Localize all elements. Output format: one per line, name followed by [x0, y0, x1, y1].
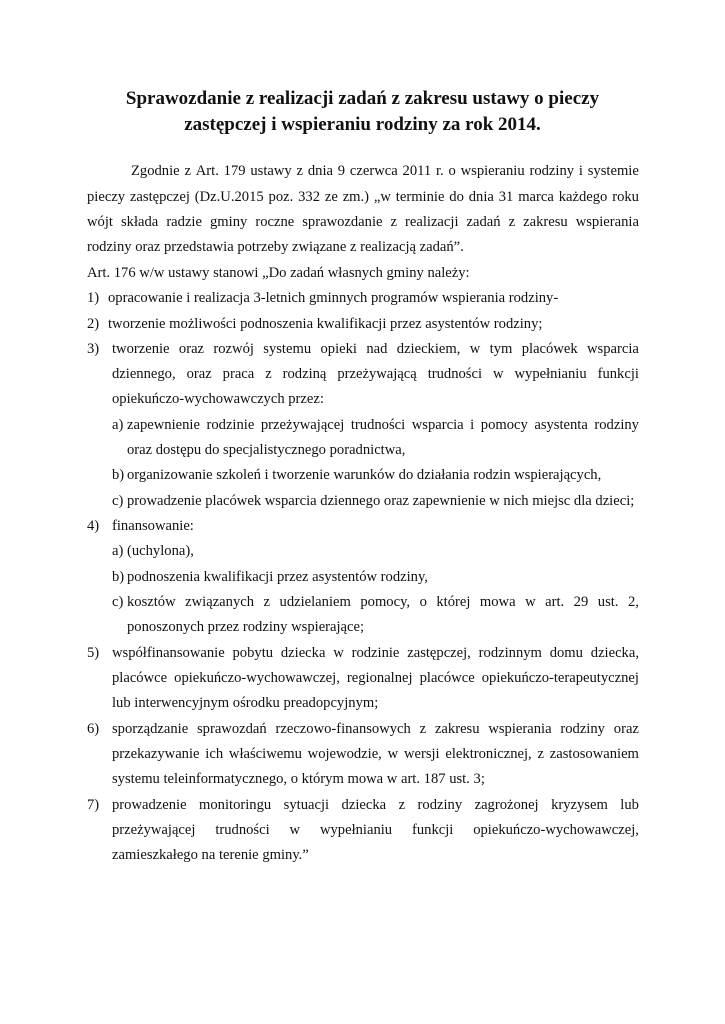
word: właściwemu: [228, 746, 302, 762]
word: wspierania: [575, 214, 639, 230]
word: sprawozdanie: [302, 214, 383, 230]
art176-line: Art. 176 w/w ustawy stanowi „Do zadań własnych gminy należy:: [87, 265, 470, 281]
word: z: [296, 163, 304, 179]
intro-line-2: [87, 188, 639, 206]
word: przekazywanie: [112, 746, 200, 762]
word: 31: [498, 189, 514, 205]
intro-line-1: [131, 162, 639, 180]
item1-text: opracowanie i realizacja 3-letnich gminnych programów wspierania rodziny-: [108, 290, 559, 306]
word: wsparcia: [411, 417, 464, 433]
word: terminie: [395, 189, 445, 205]
word: zadań: [466, 214, 501, 230]
word: rodzinnym: [478, 645, 542, 661]
word: pomocy: [480, 417, 528, 433]
item6-line-3: systemu teleinformatycznego, o którym mowa w art. 187 ust. 3;: [112, 771, 485, 787]
word: z: [398, 797, 406, 813]
word: tworzenie: [112, 341, 170, 357]
word: wsparcia: [587, 341, 639, 357]
word: elektronicznej,: [445, 746, 532, 762]
word: z: [265, 366, 272, 382]
word: systemu: [263, 341, 312, 357]
word: dzieckiem,: [396, 341, 461, 357]
word: rozwój: [213, 341, 254, 357]
word: kryzysem: [551, 797, 608, 813]
word: wersji: [403, 746, 440, 762]
title-line-2: zastępczej i wspieraniu rodziny za rok 2014.: [184, 114, 541, 135]
item3c-letter: c): [112, 493, 124, 509]
word: zastosowaniem: [549, 746, 639, 762]
item5-number: 5): [87, 645, 100, 661]
word: opiekuńczo-wychowawczej,: [473, 822, 639, 838]
item3c-text: prowadzenie placówek wsparcia dziennego oraz zapewnienie w nich miejsc dla dzieci;: [127, 493, 635, 509]
word: mowa: [479, 594, 516, 610]
item3b-letter: b): [112, 467, 125, 483]
word: wójt: [87, 214, 113, 230]
word: dnia: [468, 189, 494, 205]
word: z: [508, 214, 516, 230]
word: sprawozdań: [196, 721, 267, 737]
word: funkcji: [411, 822, 454, 838]
word: w: [469, 341, 481, 357]
item5-line-3: lub interwencyjnym ośrodku preadopcyjnym;: [112, 695, 379, 711]
item4a-text: (uchylona),: [127, 543, 194, 559]
word: zapewnienie: [127, 417, 200, 433]
item6-line-2: [112, 745, 639, 763]
word: pobytu: [232, 645, 274, 661]
word: praca: [222, 366, 255, 382]
word: każdego: [558, 189, 608, 205]
word: rzeczowo-finansowych: [275, 721, 411, 737]
word: zagrożonej: [474, 797, 539, 813]
word: zakresu: [434, 721, 480, 737]
word: lub: [620, 797, 639, 813]
word: wojewodzie,: [307, 746, 382, 762]
word: zastępczej,: [407, 645, 471, 661]
word: której: [436, 594, 471, 610]
word: 179: [223, 163, 246, 179]
word: roku: [612, 189, 639, 205]
item3b-text: organizowanie szkoleń i tworzenie warunków do działania rodzin wspierających,: [127, 467, 602, 483]
word: z: [184, 163, 191, 179]
word: do: [449, 189, 464, 205]
word: poz.: [268, 189, 294, 205]
item6-number: 6): [87, 721, 100, 737]
word: sporządzanie: [112, 721, 189, 737]
word: trudności: [215, 822, 270, 838]
word: domu: [549, 645, 583, 661]
word: w: [525, 594, 536, 610]
item4c-line-2: ponoszonych przez rodziny wspierające;: [127, 619, 365, 635]
word: z: [537, 746, 544, 762]
word: sytuacji: [283, 797, 330, 813]
word: rodziny: [594, 417, 639, 433]
item4b-letter: b): [112, 569, 125, 585]
word: wypełnianiu: [514, 366, 587, 382]
word: monitoringu: [199, 797, 272, 813]
intro-line-3: [87, 213, 639, 231]
word: pomocy,: [360, 594, 411, 610]
item7-number: 7): [87, 797, 100, 813]
word: przeżywającej: [260, 417, 345, 433]
word: rodzinie: [351, 645, 400, 661]
item4c-letter: c): [112, 594, 124, 610]
word: opiekuńczo-wychowawczej,: [174, 670, 340, 686]
word: z: [263, 594, 271, 610]
item3a-line-2: oraz dostępu do specjalistycznego poradnictwa,: [127, 442, 406, 458]
word: związanych: [185, 594, 255, 610]
word: o: [448, 163, 456, 179]
item4b-text: podnoszenia kwalifikacji przez asystentów rodziny,: [127, 569, 428, 585]
word: placówek: [521, 341, 578, 357]
word: oraz: [178, 341, 205, 357]
word: składa: [120, 214, 159, 230]
word: rodziną: [282, 366, 327, 382]
word: zakresu: [523, 214, 568, 230]
word: Art.: [195, 163, 219, 179]
word: 2011: [402, 163, 432, 179]
item5-line-2: [112, 669, 639, 687]
word: i: [578, 163, 583, 179]
word: opiekuńczo-terapeutycznej: [481, 670, 639, 686]
item3a-letter: a): [112, 417, 124, 433]
word: nad: [366, 341, 388, 357]
word: trudności: [350, 417, 406, 433]
word: r.: [435, 163, 444, 179]
word: kosztów: [127, 594, 176, 610]
word: „w: [373, 189, 391, 205]
word: w: [387, 746, 399, 762]
word: regionalnej: [346, 670, 413, 686]
word: 2,: [627, 594, 639, 610]
word: oraz: [613, 721, 639, 737]
word: realizacji: [405, 214, 459, 230]
word: ich: [205, 746, 224, 762]
word: tym: [489, 341, 513, 357]
word: rodziny: [417, 797, 463, 813]
word: z: [390, 214, 397, 230]
word: placówce: [419, 670, 475, 686]
word: udzielaniem: [279, 594, 351, 610]
word: prowadzenie: [112, 797, 187, 813]
word: w: [289, 822, 301, 838]
word: w: [492, 366, 504, 382]
item7-line-3: zamieszkałego na terenie gminy.”: [112, 847, 309, 863]
word: pieczy: [87, 189, 126, 205]
word: ze: [324, 189, 338, 205]
item4c-line-1: [127, 593, 639, 611]
word: opieki: [320, 341, 357, 357]
word: współfinansowanie: [112, 645, 225, 661]
word: ustawy: [250, 163, 292, 179]
word: roczne: [255, 214, 295, 230]
item3a-line-1: [127, 416, 639, 434]
word: rodzinie: [206, 417, 255, 433]
word: 9: [337, 163, 346, 179]
item3-line-1: [112, 340, 639, 358]
word: z: [419, 721, 427, 737]
word: oraz: [186, 366, 212, 382]
word: radzie: [166, 214, 202, 230]
item4a-letter: a): [112, 543, 124, 559]
word: funkcji: [597, 366, 639, 382]
word: w: [333, 645, 344, 661]
item3-line-3: opiekuńczo-wychowawczych przez:: [112, 391, 324, 407]
item1-number: 1): [87, 290, 100, 306]
intro-line-4: rodziny oraz przedstawia potrzeby związane z realizacją zadań”.: [87, 239, 464, 255]
item5-line-1: [112, 644, 639, 662]
word: asystenta: [534, 417, 588, 433]
word: Zgodnie: [131, 163, 180, 179]
word: wspierania: [488, 721, 552, 737]
word: dziecka: [280, 645, 326, 661]
word: systemie: [587, 163, 639, 179]
item7-line-1: [112, 796, 639, 814]
word: (Dz.U.2015: [194, 189, 264, 205]
word: art.: [545, 594, 565, 610]
word: dziecka,: [590, 645, 639, 661]
word: przeżywającą: [337, 366, 417, 382]
item3-line-2: [112, 365, 639, 383]
document-title: [90, 86, 635, 138]
word: wypełnianiu: [319, 822, 393, 838]
word: dziecka: [341, 797, 387, 813]
word: dziennego,: [112, 366, 176, 382]
word: gminy: [210, 214, 248, 230]
word: zm.): [342, 189, 370, 205]
item4-text: finansowanie:: [112, 518, 194, 534]
word: i: [470, 417, 475, 433]
word: 29: [573, 594, 589, 610]
word: rodziny: [560, 721, 605, 737]
word: czerwca: [349, 163, 398, 179]
word: o: [419, 594, 427, 610]
word: wspieraniu: [460, 163, 525, 179]
item2-number: 2): [87, 316, 100, 332]
item3-number: 3): [87, 341, 100, 357]
word: 332: [298, 189, 321, 205]
item2-text: tworzenie możliwości podnoszenia kwalifikacji przez asystentów rodziny;: [108, 316, 543, 332]
item7-line-2: [112, 821, 639, 839]
word: dnia: [307, 163, 333, 179]
word: placówce: [112, 670, 168, 686]
title-line-1: Sprawozdanie z realizacji zadań z zakresu ustawy o pieczy: [125, 88, 600, 109]
word: trudności: [427, 366, 483, 382]
word: marca: [518, 189, 554, 205]
word: rodziny: [529, 163, 575, 179]
item4-number: 4): [87, 518, 100, 534]
word: przeżywającej: [112, 822, 196, 838]
item6-line-1: [112, 720, 639, 738]
word: ust.: [597, 594, 619, 610]
word: zastępczej: [129, 189, 190, 205]
